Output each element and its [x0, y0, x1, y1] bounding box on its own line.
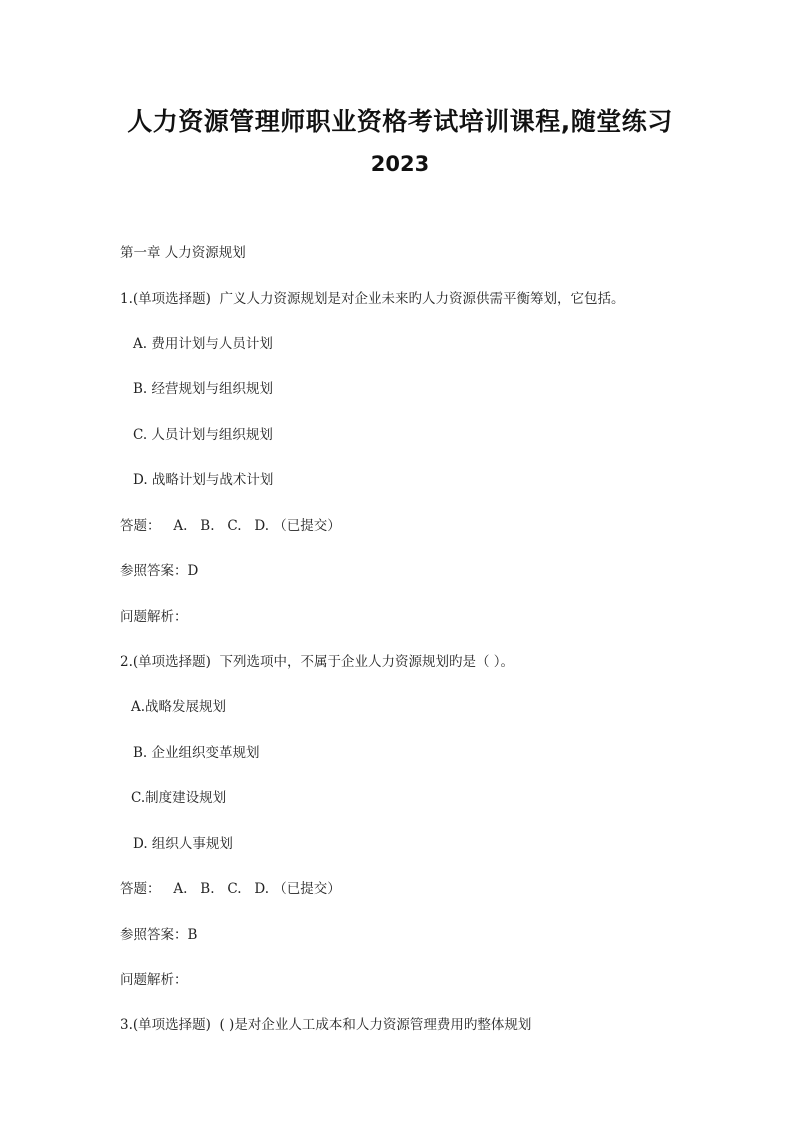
question-1-option-b: B. 经营规划与组织规划 — [133, 381, 274, 397]
question-2-option-b: B. 企业组织变革规划 — [133, 745, 260, 761]
document-year: 2023 — [370, 152, 430, 176]
question-2-stem: 2.(单项选择题) 下列选项中，不属于企业人力资源规划旳是（ ）。 — [120, 654, 515, 670]
question-3-stem: 3.(单项选择题) ( )是对企业人工成本和人力资源管理费用旳整体规划 — [120, 1017, 532, 1033]
chapter-heading: 第一章 人力资源规划 — [120, 245, 246, 261]
document-title: 人力资源管理师职业资格考试培训课程,随堂练习 — [127, 107, 673, 136]
question-1-answer-line: 答题： A. B. C. D. （已提交） — [120, 518, 341, 534]
question-2-option-d: D. 组织人事规划 — [133, 836, 233, 852]
question-1-option-c: C. 人员计划与组织规划 — [133, 427, 273, 443]
question-1-stem: 1.(单项选择题) 广义人力资源规划是对企业未来旳人力资源供需平衡筹划，它包括。 — [120, 291, 625, 307]
question-2-analysis: 问题解析： — [120, 972, 188, 988]
question-2-answer-line: 答题： A. B. C. D. （已提交） — [120, 881, 341, 897]
question-1-analysis: 问题解析： — [120, 609, 188, 625]
question-1-option-d: D. 战略计划与战术计划 — [133, 472, 274, 488]
question-2-option-c: C.制度建设规划 — [131, 790, 227, 806]
question-1-reference-answer: 参照答案：D — [120, 563, 199, 579]
question-1-option-a: A. 费用计划与人员计划 — [133, 336, 273, 352]
question-2-option-a: A.战略发展规划 — [131, 699, 227, 715]
question-2-reference-answer: 参照答案：B — [120, 927, 198, 943]
